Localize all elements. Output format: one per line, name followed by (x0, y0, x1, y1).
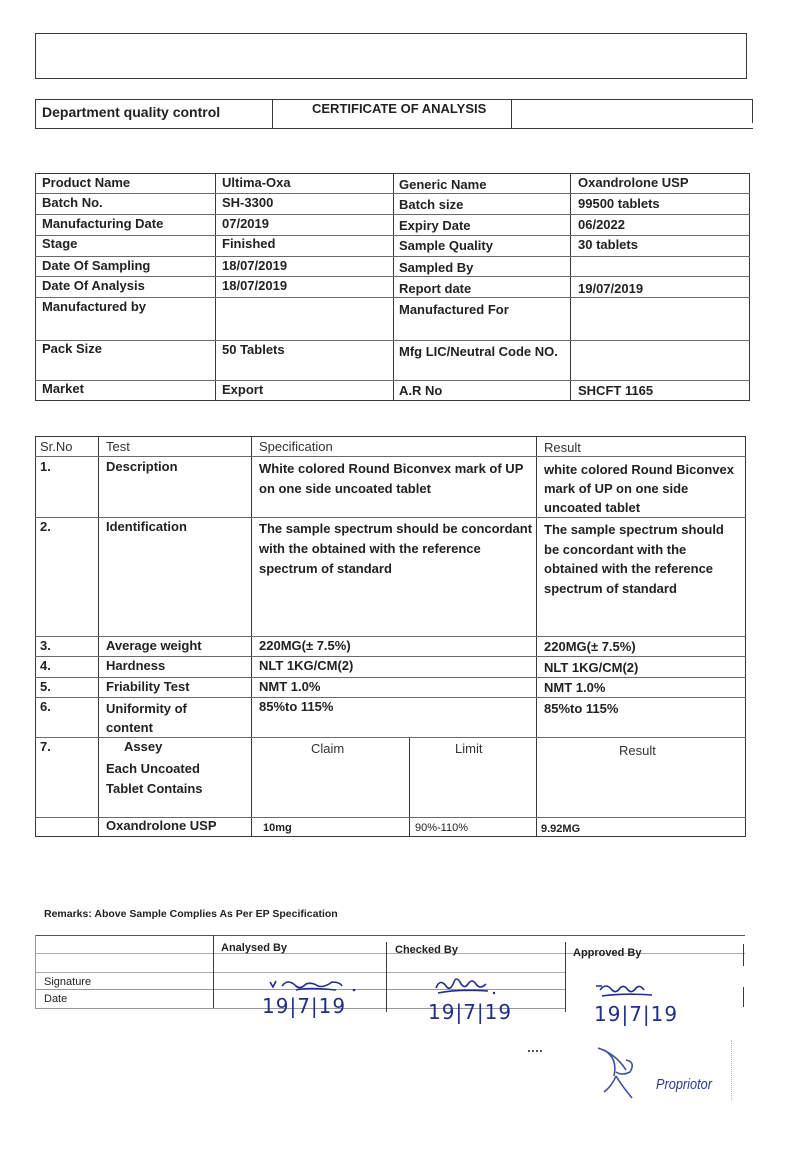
proprietor-signature-icon (596, 1046, 646, 1100)
remarks: Remarks: Above Sample Complies As Per EP Specification (44, 908, 338, 920)
value-date-of-sampling: 18/07/2019 (222, 258, 288, 273)
row6-test: Uniformity of content (106, 701, 187, 735)
row7-srno: 7. (40, 739, 51, 754)
assay-limit-header: Limit (455, 741, 483, 756)
row1-srno: 1. (40, 459, 51, 474)
label-manufactured-for: Manufactured For (399, 302, 509, 317)
assay-subtitle: Each Uncoated Tablet Contains (106, 761, 203, 796)
label-batch-no: Batch No. (42, 195, 103, 210)
assay-claim: 10mg (263, 822, 292, 834)
row4-srno: 4. (40, 658, 51, 673)
approved-date: 19|7|19 (594, 1002, 679, 1026)
approved-signature-icon (592, 980, 662, 1000)
value-sample-quality: 30 tablets (578, 237, 638, 252)
value-manufacturing-date: 07/2019 (222, 216, 269, 231)
department-label: Department quality control (42, 104, 221, 120)
label-stage: Stage (42, 236, 78, 251)
row3-test: Average weight (106, 638, 202, 653)
label-market: Market (42, 381, 84, 396)
label-ar-no: A.R No (399, 383, 443, 398)
letterhead-box (35, 33, 747, 79)
document-title: CERTIFICATE OF ANALYSIS (312, 101, 487, 116)
title-divider-1 (272, 99, 273, 129)
checked-date: 19|7|19 (428, 1000, 513, 1024)
value-product-name: Ultima-Oxa (222, 175, 291, 190)
label-manufacturing-date: Manufacturing Date (42, 216, 164, 231)
row3-result: 220MG(± 7.5%) (544, 639, 636, 654)
label-date-of-sampling: Date Of Sampling (42, 258, 151, 273)
label-manufactured-by: Manufactured by (42, 299, 147, 314)
label-batch-size: Batch size (399, 197, 464, 212)
header-checked-by: Checked By (395, 944, 458, 956)
row5-result: NMT 1.0% (544, 680, 606, 695)
label-mfg-lic-code: Mfg LIC/Neutral Code NO. (399, 344, 558, 359)
row3-srno: 3. (40, 638, 51, 653)
row3-spec: 220MG(± 7.5%) (259, 638, 351, 653)
row2-srno: 2. (40, 519, 51, 534)
header-result: Result (544, 440, 581, 455)
label-pack-size: Pack Size (42, 341, 102, 356)
row6-spec: 85%to 115% (259, 699, 334, 714)
analysed-signature-icon (268, 976, 358, 996)
header-approved-by: Approved By (573, 947, 642, 959)
row5-spec: NMT 1.0% (259, 679, 321, 694)
label-generic-name: Generic Name (399, 177, 487, 192)
title-divider-3 (752, 99, 753, 123)
row6-srno: 6. (40, 699, 51, 714)
label-sample-quality: Sample Quality (399, 238, 493, 253)
label-sampled-by: Sampled By (399, 260, 474, 275)
value-date-of-analysis: 18/07/2019 (222, 278, 288, 293)
header-specification: Specification (259, 439, 333, 454)
value-batch-no: SH-3300 (222, 195, 274, 210)
label-product-name: Product Name (42, 175, 131, 190)
row4-result: NLT 1KG/CM(2) (544, 660, 639, 675)
row1-test: Description (106, 459, 178, 474)
value-pack-size: 50 Tablets (222, 342, 285, 357)
analysed-date: 19|7|19 (262, 994, 347, 1018)
title-divider-2 (511, 99, 512, 129)
value-ar-no: SHCFT 1165 (578, 383, 654, 398)
label-expiry-date: Expiry Date (399, 218, 471, 233)
value-stage: Finished (222, 236, 276, 251)
row5-test: Friability Test (106, 679, 190, 694)
row1-spec: White colored Round Biconvex mark of UP on one side uncoated tablet (259, 461, 524, 496)
header-test: Test (106, 439, 130, 454)
label-date-of-analysis: Date Of Analysis (42, 278, 145, 293)
assay-limit: 90%-110% (415, 822, 468, 834)
value-market: Export (222, 382, 264, 397)
assay-result: 9.92MG (541, 823, 581, 835)
value-report-date: 19/07/2019 (578, 281, 644, 296)
row4-test: Hardness (106, 658, 166, 673)
label-date: Date (44, 993, 68, 1005)
value-expiry-date: 06/2022 (578, 217, 625, 232)
header-analysed-by: Analysed By (221, 942, 288, 954)
row6-result: 85%to 115% (544, 701, 619, 716)
checked-signature-icon (432, 974, 502, 996)
assay-result-header: Result (619, 743, 656, 758)
assay-claim-header: Claim (311, 741, 345, 756)
row1-result: white colored Round Biconvex mark of UP on one side uncoated tablet (544, 462, 734, 515)
row2-spec: The sample spectrum should be concordant with the obtained with the reference spectrum of standard (259, 521, 533, 576)
label-signature: Signature (44, 976, 92, 988)
row5-srno: 5. (40, 679, 51, 694)
row4-spec: NLT 1KG/CM(2) (259, 658, 354, 673)
row2-result: The sample spectrum should be concordant with the obtained with the reference spectrum of standard (544, 522, 724, 596)
value-generic-name: Oxandrolone USP (578, 175, 689, 190)
header-srno: Sr.No (40, 439, 73, 454)
row2-test: Identification (106, 519, 187, 534)
proprietor-label: Propriotor (656, 1076, 712, 1093)
assay-title: Assey (124, 739, 163, 754)
assay-item: Oxandrolone USP (106, 818, 217, 833)
value-batch-size: 99500 tablets (578, 196, 660, 211)
label-report-date: Report date (399, 281, 472, 296)
